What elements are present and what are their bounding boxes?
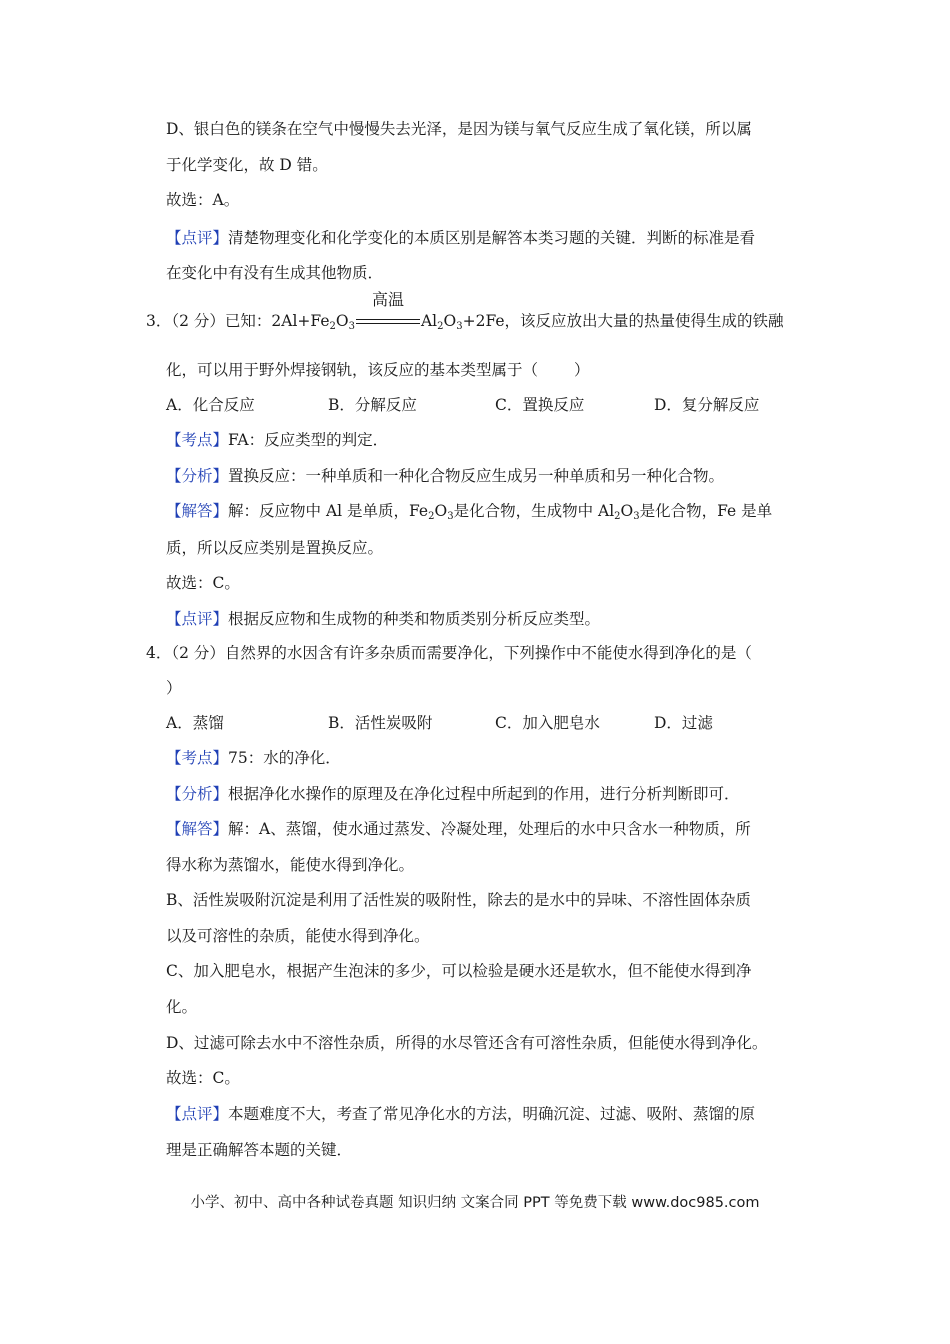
- q4-review-cont: 理是正确解答本题的关键．: [166, 1141, 353, 1159]
- q2-review-cont: 在变化中有没有生成其他物质．: [166, 264, 384, 282]
- q3-option-d: D．复分解反应: [654, 396, 760, 414]
- review-tag: 【点评】: [166, 229, 229, 247]
- q4-number: 4．: [146, 644, 172, 662]
- q3-stem-cont: 化，可以用于野外焊接钢轨，该反应的基本类型属于（ ）: [166, 361, 590, 379]
- page-footer: 小学、初中、高中各种试卷真题 知识归纳 文案合同 PPT 等免费下载 www.doc985.com: [190, 1195, 760, 1211]
- q3-stem-before: （2 分）已知：2Al+Fe: [171, 312, 330, 330]
- q4-stem-cont: ）: [166, 679, 182, 697]
- analysis-tag: 【分析】: [166, 467, 229, 485]
- q4-answer: 【解答】解：A、蒸馏，使水通过蒸发、冷凝处理，处理后的水中只含水一种物质，所: [166, 820, 751, 838]
- point-tag: 【考点】: [166, 431, 229, 449]
- review-tag: 【点评】: [166, 610, 229, 628]
- q4-analysis: 【分析】根据净化水操作的原理及在净化过程中所起到的作用，进行分析判断即可．: [166, 785, 740, 803]
- q2-option-d-explanation: D、银白色的镁条在空气中慢慢失去光泽，是因为镁与氧气反应生成了氧化镁，所以属: [166, 120, 752, 138]
- q4-option-c-explanation: C、加入肥皂水，根据产生泡沫的多少，可以检验是硬水还是软水，但不能使水得到净: [166, 962, 752, 980]
- q4-option-c: C．加入肥皂水: [495, 714, 600, 732]
- q4-option-b: B．活性炭吸附: [328, 714, 433, 732]
- q4-options: [166, 713, 806, 733]
- q2-option-d-explanation-cont: 于化学变化，故 D 错。: [166, 156, 328, 174]
- q4-review: 【点评】本题难度不大，考查了常见净化水的方法，明确沉淀、过滤、吸附、蒸馏的原: [166, 1105, 756, 1123]
- q2-review-text: 清楚物理变化和化学变化的本质区别是解答本类习题的关键．判断的标准是看: [228, 229, 756, 247]
- q4-option-b-explanation: B、活性炭吸附沉淀是利用了活性炭的吸附性，除去的是水中的异味、不溶性固体杂质: [166, 891, 751, 909]
- q4-choice: 故选：C。: [166, 1069, 240, 1087]
- analysis-tag: 【分析】: [166, 785, 229, 803]
- q4-option-a: A．蒸馏: [166, 714, 224, 732]
- point-tag: 【考点】: [166, 749, 229, 767]
- q3-review: 【点评】根据反应物和生成物的种类和物质类别分析反应类型。: [166, 610, 601, 628]
- q3-stem: 3．（2 分）已知：$2Al+Fe_2O_3$ 高温 $Al_2O_3+2Fe$，该反应放出大量的热量使得生成的铁融: [146, 290, 784, 332]
- q4-answer-cont: 得水称为蒸馏水，能使水得到净化。: [166, 856, 415, 874]
- q4-option-b-explanation-cont: 以及可溶性的杂质，能使水得到净化。: [166, 927, 430, 945]
- q3-option-a: A．化合反应: [166, 396, 255, 414]
- answer-tag: 【解答】: [166, 502, 229, 520]
- q4-option-c-explanation-cont: 化。: [166, 998, 198, 1016]
- q3-option-b: B．分解反应: [328, 396, 417, 414]
- answer-tag: 【解答】: [166, 820, 229, 838]
- q4-option-d-explanation: D、过滤可除去水中不溶性杂质，所得的水尽管还含有可溶性杂质，但能使水得到净化。: [166, 1034, 768, 1052]
- q4-stem: 4．（2 分）自然界的水因含有许多杂质而需要净化，下列操作中不能使水得到净化的是（: [146, 644, 752, 662]
- q3-analysis: 【分析】置换反应：一种单质和一种化合物反应生成另一种单质和另一种化合物。: [166, 467, 725, 485]
- q3-choice: 故选：C。: [166, 574, 240, 592]
- q3-option-c: C．置换反应: [495, 396, 585, 414]
- reaction-condition-arrow: [356, 290, 420, 331]
- reaction-condition: 高温: [371, 290, 404, 309]
- q4-point: 【考点】75：水的净化．: [166, 749, 341, 767]
- q3-number: 3．: [146, 312, 172, 330]
- q3-stem-after: +2Fe，该反应放出大量的热量使得生成的铁融: [462, 312, 784, 330]
- q3-answer: 【解答】解：反应物中 Al 是单质，$Fe_2O_3$是化合物，生成物中 $Al_2O_3$是化合物，Fe 是单: [166, 502, 773, 522]
- q2-choice: 故选：A。: [166, 191, 240, 209]
- q2-review: [166, 228, 755, 248]
- q3-answer-cont: 质，所以反应类别是置换反应。: [166, 539, 384, 557]
- q3-point: 【考点】FA：反应类型的判定．: [166, 431, 389, 449]
- review-tag: 【点评】: [166, 1105, 229, 1123]
- q4-option-d: D．过滤: [654, 714, 713, 732]
- q3-options: [166, 395, 806, 415]
